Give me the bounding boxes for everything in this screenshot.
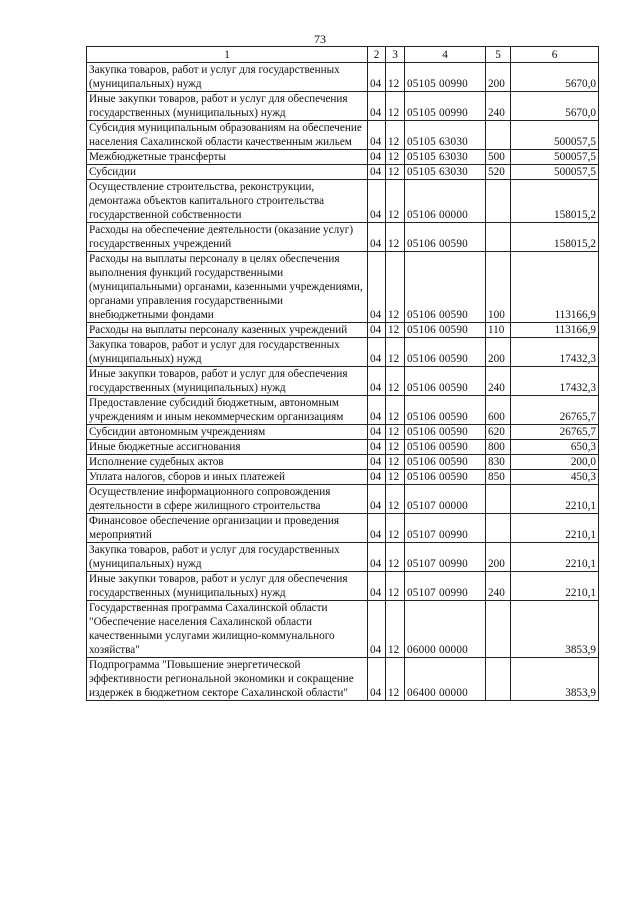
target-article-cell: 05105 00990: [405, 63, 486, 92]
subsection-code-cell: 12: [386, 223, 405, 252]
target-article-cell: 05106 00590: [405, 425, 486, 440]
expense-name-cell: Субсидии: [87, 165, 368, 180]
subsection-code-cell: 12: [386, 150, 405, 165]
subsection-code-cell: 12: [386, 601, 405, 658]
subsection-code-cell: 12: [386, 470, 405, 485]
amount-cell: 3853,9: [511, 601, 599, 658]
expense-type-cell: [486, 121, 511, 150]
subsection-code-cell: 12: [386, 396, 405, 425]
expense-name-cell: Субсидия муниципальным образованиям на обеспечение населения Сахалинской области качественным жильем: [87, 121, 368, 150]
subsection-code-cell: 12: [386, 252, 405, 323]
expense-name-cell: Осуществление информационного сопровождения деятельности в сфере жилищного строительства: [87, 485, 368, 514]
section-code-cell: 04: [368, 572, 386, 601]
subsection-code-cell: 12: [386, 338, 405, 367]
table-row: [87, 543, 599, 572]
section-code-cell: 04: [368, 165, 386, 180]
amount-cell: 500057,5: [511, 165, 599, 180]
section-code-cell: 04: [368, 425, 386, 440]
subsection-code-cell: 12: [386, 180, 405, 223]
expense-type-cell: 200: [486, 543, 511, 572]
subsection-code-cell: 12: [386, 425, 405, 440]
expense-name-cell: Предоставление субсидий бюджетным, автономным учреждениям и иным некоммерческим организациям: [87, 396, 368, 425]
table-row: [87, 63, 599, 92]
section-code-cell: 04: [368, 323, 386, 338]
subsection-code-cell: 12: [386, 485, 405, 514]
expense-name-cell: Субсидии автономным учреждениям: [87, 425, 368, 440]
section-code-cell: 04: [368, 658, 386, 701]
amount-cell: 2210,1: [511, 572, 599, 601]
section-code-cell: 04: [368, 485, 386, 514]
subsection-code-cell: 12: [386, 440, 405, 455]
subsection-code-cell: 12: [386, 323, 405, 338]
target-article-cell: 05105 63030: [405, 150, 486, 165]
subsection-code-cell: 12: [386, 514, 405, 543]
target-article-cell: 06000 00000: [405, 601, 486, 658]
amount-cell: 5670,0: [511, 63, 599, 92]
amount-cell: 158015,2: [511, 223, 599, 252]
target-article-cell: 05106 00590: [405, 396, 486, 425]
amount-cell: 17432,3: [511, 367, 599, 396]
expense-name-cell: Исполнение судебных актов: [87, 455, 368, 470]
amount-cell: 2210,1: [511, 543, 599, 572]
amount-cell: 26765,7: [511, 396, 599, 425]
expense-type-cell: [486, 514, 511, 543]
target-article-cell: 05106 00590: [405, 367, 486, 396]
expense-name-cell: Иные закупки товаров, работ и услуг для обеспечения государственных (муниципальных) нужд: [87, 572, 368, 601]
expense-type-cell: 240: [486, 572, 511, 601]
amount-cell: 500057,5: [511, 150, 599, 165]
table-row: [87, 367, 599, 396]
expense-type-cell: 800: [486, 440, 511, 455]
table-row: [87, 223, 599, 252]
amount-cell: 650,3: [511, 440, 599, 455]
section-code-cell: 04: [368, 440, 386, 455]
section-code-cell: 04: [368, 150, 386, 165]
amount-cell: 17432,3: [511, 338, 599, 367]
expense-name-cell: Расходы на выплаты персоналу казенных учреждений: [87, 323, 368, 338]
table-row: [87, 150, 599, 165]
target-article-cell: 05107 00990: [405, 543, 486, 572]
target-article-cell: 05106 00590: [405, 470, 486, 485]
table-row: [87, 658, 599, 701]
expense-type-cell: [486, 485, 511, 514]
expense-type-cell: [486, 658, 511, 701]
header-cell: 5: [486, 47, 511, 63]
table-row: [87, 252, 599, 323]
target-article-cell: 05105 63030: [405, 165, 486, 180]
target-article-cell: 05105 00990: [405, 92, 486, 121]
amount-cell: 113166,9: [511, 252, 599, 323]
section-code-cell: 04: [368, 63, 386, 92]
expense-type-cell: 500: [486, 150, 511, 165]
table-row: [87, 396, 599, 425]
subsection-code-cell: 12: [386, 658, 405, 701]
expense-name-cell: Расходы на обеспечение деятельности (оказание услуг) государственных учреждений: [87, 223, 368, 252]
subsection-code-cell: 12: [386, 63, 405, 92]
table-row: [87, 180, 599, 223]
expense-type-cell: 600: [486, 396, 511, 425]
expense-type-cell: [486, 180, 511, 223]
section-code-cell: 04: [368, 92, 386, 121]
section-code-cell: 04: [368, 223, 386, 252]
expense-name-cell: Государственная программа Сахалинской области "Обеспечение населения Сахалинской области качественными услугами жилищно-коммунального хозяйства": [87, 601, 368, 658]
section-code-cell: 04: [368, 543, 386, 572]
target-article-cell: 05107 00990: [405, 514, 486, 543]
expense-type-cell: 110: [486, 323, 511, 338]
section-code-cell: 04: [368, 601, 386, 658]
table-row: [87, 470, 599, 485]
section-code-cell: 04: [368, 514, 386, 543]
amount-cell: 2210,1: [511, 485, 599, 514]
expense-type-cell: 240: [486, 367, 511, 396]
subsection-code-cell: 12: [386, 572, 405, 601]
amount-cell: 5670,0: [511, 92, 599, 121]
target-article-cell: 06400 00000: [405, 658, 486, 701]
amount-cell: 158015,2: [511, 180, 599, 223]
section-code-cell: 04: [368, 121, 386, 150]
section-code-cell: 04: [368, 396, 386, 425]
target-article-cell: 05107 00000: [405, 485, 486, 514]
expense-type-cell: 830: [486, 455, 511, 470]
expense-name-cell: Расходы на выплаты персоналу в целях обеспечения выполнения функций государственными (муниципальными) органами, казенными учреждениями, органами управления государственными внебюджетными фондами: [87, 252, 368, 323]
amount-cell: 500057,5: [511, 121, 599, 150]
expense-name-cell: Закупка товаров, работ и услуг для государственных (муниципальных) нужд: [87, 338, 368, 367]
target-article-cell: 05106 00590: [405, 338, 486, 367]
table-row: [87, 572, 599, 601]
expense-type-cell: [486, 601, 511, 658]
expense-name-cell: Финансовое обеспечение организации и проведения мероприятий: [87, 514, 368, 543]
expense-name-cell: Закупка товаров, работ и услуг для государственных (муниципальных) нужд: [87, 543, 368, 572]
target-article-cell: 05106 00000: [405, 180, 486, 223]
header-cell: 3: [386, 47, 405, 63]
section-code-cell: 04: [368, 455, 386, 470]
expense-type-cell: 240: [486, 92, 511, 121]
table-row: [87, 165, 599, 180]
amount-cell: 113166,9: [511, 323, 599, 338]
header-cell: 4: [405, 47, 486, 63]
header-cell: 2: [368, 47, 386, 63]
subsection-code-cell: 12: [386, 367, 405, 396]
table-row: [87, 485, 599, 514]
expense-name-cell: Иные бюджетные ассигнования: [87, 440, 368, 455]
expense-name-cell: Подпрограмма "Повышение энергетической эффективности региональной экономики и сокращение издержек в бюджетном секторе Сахалинской области": [87, 658, 368, 701]
subsection-code-cell: 12: [386, 165, 405, 180]
subsection-code-cell: 12: [386, 121, 405, 150]
subsection-code-cell: 12: [386, 92, 405, 121]
amount-cell: 2210,1: [511, 514, 599, 543]
expense-type-cell: 100: [486, 252, 511, 323]
expense-name-cell: Межбюджетные трансферты: [87, 150, 368, 165]
expense-type-cell: 850: [486, 470, 511, 485]
target-article-cell: 05106 00590: [405, 455, 486, 470]
table-row: [87, 121, 599, 150]
target-article-cell: 05106 00590: [405, 252, 486, 323]
amount-cell: 200,0: [511, 455, 599, 470]
expense-name-cell: Иные закупки товаров, работ и услуг для обеспечения государственных (муниципальных) нужд: [87, 367, 368, 396]
expense-type-cell: 200: [486, 63, 511, 92]
header-cell: 6: [511, 47, 599, 63]
target-article-cell: 05106 00590: [405, 323, 486, 338]
budget-table: [86, 46, 599, 701]
table-row: [87, 440, 599, 455]
table-header-row: [87, 47, 599, 63]
amount-cell: 3853,9: [511, 658, 599, 701]
expense-name-cell: Закупка товаров, работ и услуг для государственных (муниципальных) нужд: [87, 63, 368, 92]
subsection-code-cell: 12: [386, 455, 405, 470]
section-code-cell: 04: [368, 338, 386, 367]
expense-type-cell: 620: [486, 425, 511, 440]
expense-type-cell: 200: [486, 338, 511, 367]
section-code-cell: 04: [368, 252, 386, 323]
expense-type-cell: 520: [486, 165, 511, 180]
target-article-cell: 05107 00990: [405, 572, 486, 601]
section-code-cell: 04: [368, 470, 386, 485]
target-article-cell: 05105 63030: [405, 121, 486, 150]
expense-name-cell: Иные закупки товаров, работ и услуг для обеспечения государственных (муниципальных) нужд: [87, 92, 368, 121]
header-cell: 1: [87, 47, 368, 63]
expense-type-cell: [486, 223, 511, 252]
expense-name-cell: Уплата налогов, сборов и иных платежей: [87, 470, 368, 485]
page-number: 73: [314, 32, 326, 46]
table-row: [87, 323, 599, 338]
section-code-cell: 04: [368, 180, 386, 223]
table-row: [87, 425, 599, 440]
target-article-cell: 05106 00590: [405, 440, 486, 455]
table-row: [87, 455, 599, 470]
expense-name-cell: Осуществление строительства, реконструкции, демонтажа объектов капитального строительства государственной собственности: [87, 180, 368, 223]
target-article-cell: 05106 00590: [405, 223, 486, 252]
table-row: [87, 338, 599, 367]
table-row: [87, 601, 599, 658]
section-code-cell: 04: [368, 367, 386, 396]
subsection-code-cell: 12: [386, 543, 405, 572]
amount-cell: 26765,7: [511, 425, 599, 440]
table-row: [87, 514, 599, 543]
amount-cell: 450,3: [511, 470, 599, 485]
table-row: [87, 92, 599, 121]
